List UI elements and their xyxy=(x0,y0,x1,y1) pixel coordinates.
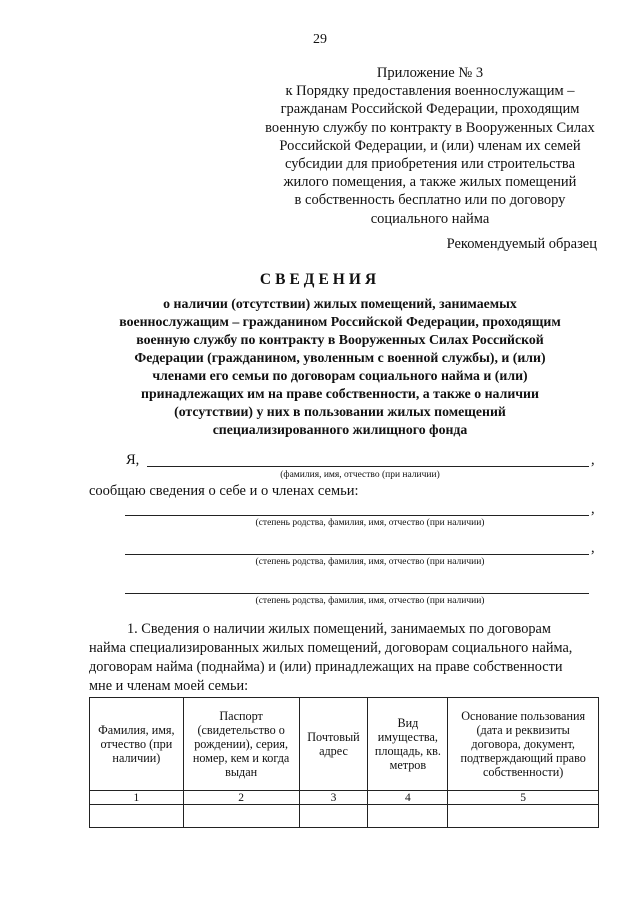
appendix-line: социального найма xyxy=(370,210,490,227)
subtitle-line: членами его семьи по договорам социального найма и (или) xyxy=(152,368,528,383)
appendix-header xyxy=(260,64,600,228)
relative-input-line[interactable] xyxy=(125,515,589,516)
subtitle-line: специализированного жилищного фонда xyxy=(212,422,468,437)
relative-caption: (степень родства, фамилия, имя, отчество (при наличии) xyxy=(255,518,485,528)
appendix-line: субсидии для приобретения или строительства xyxy=(284,156,576,173)
document-subtitle xyxy=(60,295,620,439)
header-full-name: Фамилия, имя, отчество (при наличии) xyxy=(90,698,184,791)
header-basis-of-use: Основание пользования (дата и реквизиты договора, документ, подтверждающий право собственности) xyxy=(448,698,599,791)
column-number: 1 xyxy=(90,791,184,805)
page-number: 29 xyxy=(313,32,327,47)
name-input-line[interactable] xyxy=(147,466,589,467)
table-cell[interactable] xyxy=(368,805,448,828)
column-number: 4 xyxy=(368,791,448,805)
paragraph-line: найма специализированных жилых помещений, договорам социального найма, xyxy=(89,640,573,656)
comma: , xyxy=(591,501,595,517)
ya-label: Я, xyxy=(126,452,140,468)
appendix-line: военную службу по контракту в Вооруженных Силах xyxy=(265,119,595,136)
table-number-row xyxy=(90,791,599,805)
subtitle-line: военную службу по контракту в Вооруженных Силах Российской xyxy=(136,332,544,347)
appendix-line: Приложение № 3 xyxy=(376,65,484,81)
relative-caption: (степень родства, фамилия, имя, отчество (при наличии) xyxy=(255,596,485,606)
table-header-row xyxy=(90,698,599,791)
subtitle-line: Федерации (гражданином, уволенным с военной службы), и (или) xyxy=(134,350,546,365)
name-caption: (фамилия, имя, отчество (при наличии) xyxy=(280,470,440,480)
subtitle-line: о наличии (отсутствии) жилых помещений, занимаемых xyxy=(163,296,517,311)
paragraph-line: договорам найма (поднайма) и (или) принадлежащих на праве собственности xyxy=(89,659,563,675)
section-1-paragraph xyxy=(89,620,601,696)
report-text: сообщаю сведения о себе и о членах семьи: xyxy=(89,483,359,499)
paragraph-line: мне и членам моей семьи: xyxy=(89,678,249,694)
document-title: СВЕДЕНИЯ xyxy=(259,271,381,288)
relative-input-line[interactable] xyxy=(125,593,589,594)
appendix-line: к Порядку предоставления военнослужащим – xyxy=(285,83,575,100)
header-property-type: Вид имущества, площадь, кв. метров xyxy=(368,698,448,791)
table-cell[interactable] xyxy=(183,805,299,828)
appendix-line: гражданам Российской Федерации, проходящим xyxy=(280,101,580,118)
paragraph-line: 1. Сведения о наличии жилых помещений, занимаемых по договорам xyxy=(127,621,551,637)
relative-caption: (степень родства, фамилия, имя, отчество (при наличии) xyxy=(255,557,485,567)
comma: , xyxy=(591,540,595,556)
appendix-line: Российской Федерации, и (или) членам их семей xyxy=(279,137,581,154)
appendix-line: жилого помещения, а также жилых помещений xyxy=(283,174,577,191)
subtitle-line: военнослужащим – гражданином Российской Федерации, проходящим xyxy=(119,314,561,329)
comma: , xyxy=(591,452,595,468)
appendix-line: в собственность бесплатно или по договору xyxy=(294,192,566,209)
table-cell[interactable] xyxy=(299,805,368,828)
subtitle-line: (отсутствии) у них в пользовании жилых помещений xyxy=(174,404,506,419)
housing-table xyxy=(89,697,599,828)
header-postal-address: Почтовый адрес xyxy=(299,698,368,791)
relative-input-line[interactable] xyxy=(125,554,589,555)
table-cell[interactable] xyxy=(90,805,184,828)
table-row xyxy=(90,805,599,828)
header-passport: Паспорт (свидетельство о рождении), серия, номер, кем и когда выдан xyxy=(183,698,299,791)
column-number: 3 xyxy=(299,791,368,805)
column-number: 2 xyxy=(183,791,299,805)
subtitle-line: принадлежащих им на праве собственности, а также о наличии xyxy=(141,386,539,401)
sample-label: Рекомендуемый образец xyxy=(446,236,597,252)
table-cell[interactable] xyxy=(448,805,599,828)
column-number: 5 xyxy=(448,791,599,805)
